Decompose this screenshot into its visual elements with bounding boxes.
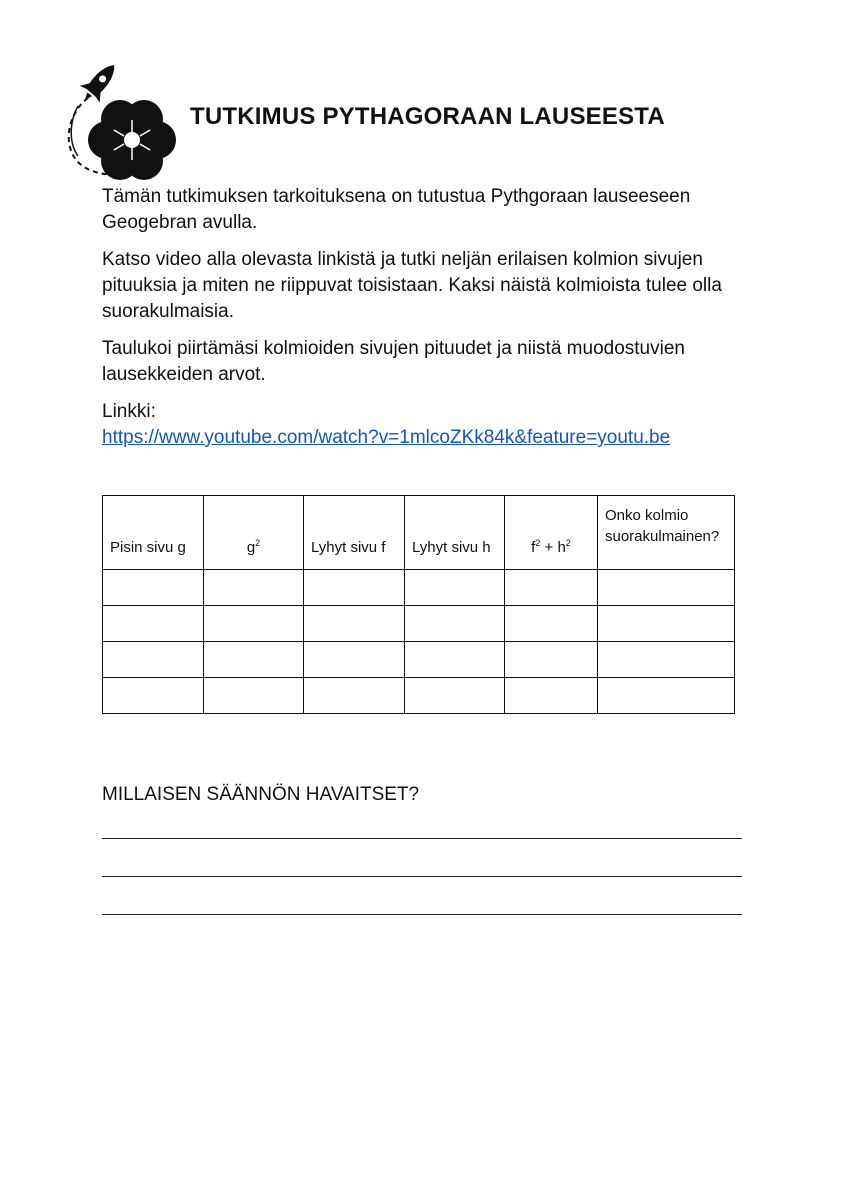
table-cell[interactable] [405, 606, 505, 642]
table-cell[interactable] [103, 642, 204, 678]
g-exponent: 2 [255, 538, 261, 548]
g-base: g [246, 539, 256, 556]
table-cell[interactable] [405, 678, 505, 714]
table-cell[interactable] [204, 678, 304, 714]
table-cell[interactable] [304, 570, 405, 606]
f-exponent: 2 [535, 538, 541, 548]
link-paragraph [102, 399, 742, 451]
table-row [103, 606, 735, 642]
table-cell[interactable] [304, 606, 405, 642]
table-cell[interactable] [103, 570, 204, 606]
table-cell[interactable] [204, 570, 304, 606]
table-cell[interactable] [598, 642, 735, 678]
h-exponent: 2 [565, 538, 571, 548]
rule-question: MILLAISEN SÄÄNNÖN HAVAITSET? [102, 784, 420, 805]
video-link[interactable]: https://www.youtube.com/watch?v=1mlcoZKk84k&feature=youtu.be [102, 427, 671, 448]
table-header-row [103, 496, 735, 570]
table-cell[interactable] [405, 642, 505, 678]
table-row [103, 642, 735, 678]
table-cell[interactable] [204, 642, 304, 678]
table-row [103, 570, 735, 606]
header-is-right-triangle [598, 496, 735, 570]
table-cell[interactable] [103, 678, 204, 714]
intro-section [102, 184, 742, 451]
answer-line[interactable] [102, 838, 742, 839]
f-base: f [531, 539, 536, 556]
table-cell[interactable] [598, 570, 735, 606]
table-cell[interactable] [405, 570, 505, 606]
table-cell[interactable] [304, 678, 405, 714]
table-cell[interactable] [304, 642, 405, 678]
results-table [102, 495, 735, 714]
table-cell[interactable] [204, 606, 304, 642]
header-is-right-line1: Onko kolmio [605, 507, 689, 524]
table-cell[interactable] [505, 642, 598, 678]
table-cell[interactable] [505, 678, 598, 714]
header-short-side-h: Lyhyt sivu h [405, 496, 505, 570]
intro-paragraph-2: Katso video alla olevasta linkistä ja tutki neljän erilaisen kolmion sivujen pituuksia ja miten ne riippuvat toisistaan. Kaksi näistä kolmioista tulee olla suorakulmaisia. [102, 249, 722, 322]
table-cell[interactable] [505, 570, 598, 606]
table-cell[interactable] [505, 606, 598, 642]
table-row [103, 678, 735, 714]
plus-h: + h [540, 539, 566, 556]
rocket-flower-logo-icon [60, 58, 178, 180]
table-cell[interactable] [103, 606, 204, 642]
link-label: Linkki: [102, 401, 156, 422]
intro-paragraph-3: Taulukoi piirtämäsi kolmioiden sivujen pituudet ja niistä muodostuvien lausekkeiden arvot. [102, 338, 685, 385]
header-longest-side: Pisin sivu g [103, 496, 204, 570]
table-cell[interactable] [598, 678, 735, 714]
answer-line[interactable] [102, 876, 742, 877]
header-f2-plus-h2 [505, 496, 598, 570]
header-g-squared [204, 496, 304, 570]
header-short-side-f: Lyhyt sivu f [304, 496, 405, 570]
header-is-right-line2: suorakulmainen? [605, 528, 720, 545]
answer-line[interactable] [102, 914, 742, 915]
table-cell[interactable] [598, 606, 735, 642]
page-title: TUTKIMUS PYTHAGORAAN LAUSEESTA [190, 103, 665, 130]
intro-paragraph-1: Tämän tutkimuksen tarkoituksena on tutustua Pythgoraan lauseeseen Geogebran avulla. [102, 186, 691, 233]
